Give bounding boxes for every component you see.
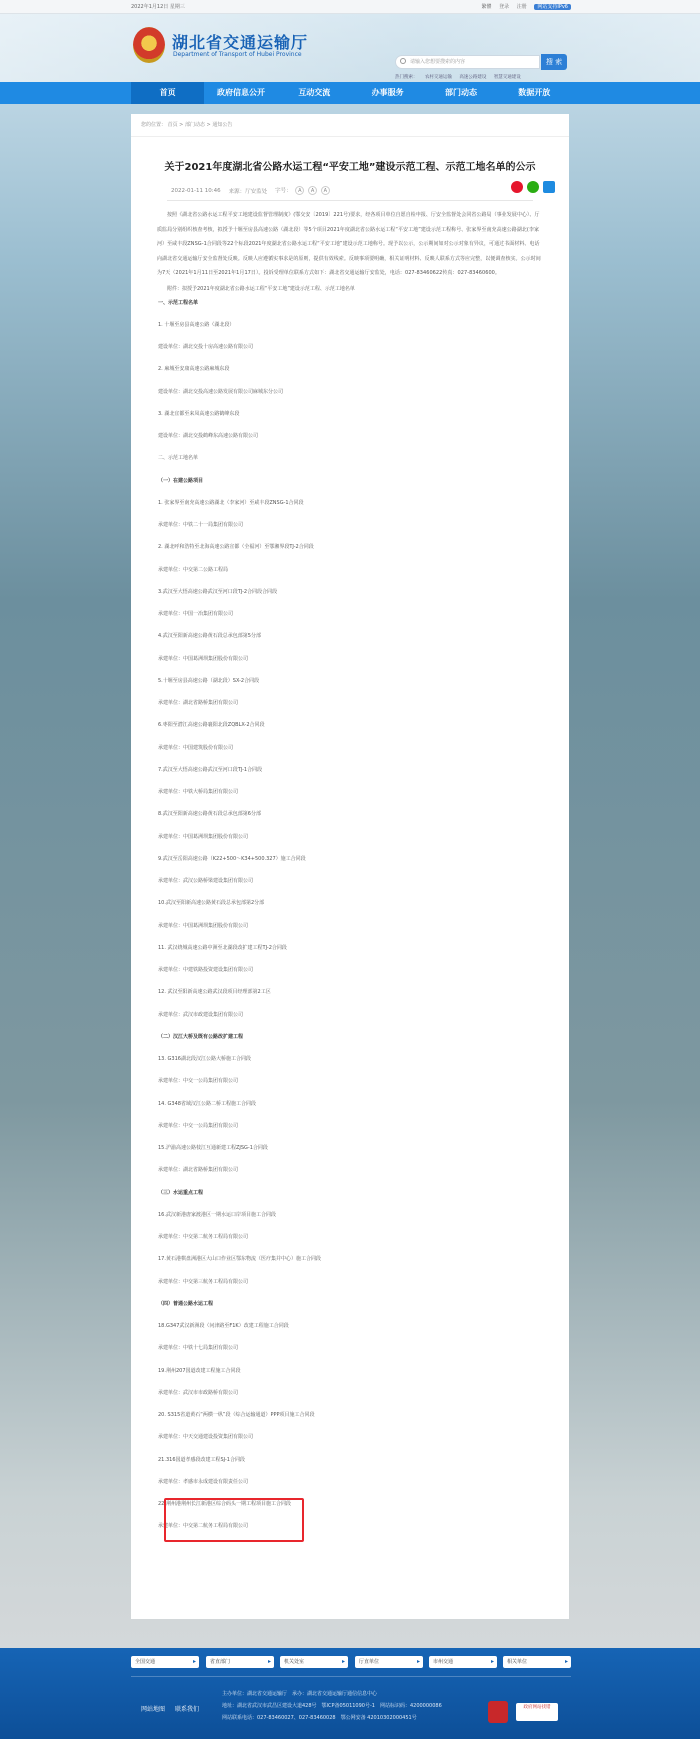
font-size-control <box>275 186 330 195</box>
list-item: 承建单位：中交第二航务工程局有限公司 <box>158 1234 249 1240</box>
list-item: 承建单位：中国一冶集团有限公司 <box>158 611 234 617</box>
list-item: 19.荆州207国道改建工程施工合同段 <box>158 1367 241 1374</box>
list-item: 二、示范工地名单 <box>158 455 199 462</box>
list-item: 承建单位：中交第三航务工程局有限公司 <box>158 1278 249 1285</box>
nav-item-gov-info[interactable]: 政府信息公开 <box>216 88 265 97</box>
site-header <box>0 14 700 82</box>
list-item: 15.沪渝高速公路枝江互通新建工程ZJSG-1合同段 <box>158 1145 268 1151</box>
list-item: 一、示范工程名单 <box>158 299 199 306</box>
list-item: 8.武汉至阳新高速公路黄石段总承包部第6分部 <box>158 811 261 818</box>
hot-search-label: 热门搜索： <box>395 75 418 80</box>
list-item: （三）水运重点工程 <box>158 1189 204 1196</box>
share-bar <box>511 181 555 193</box>
more-share-icon[interactable] <box>543 181 555 193</box>
article-card <box>131 114 569 1619</box>
nav-item-dept-news[interactable]: 部门动态 <box>444 88 477 97</box>
list-item: 2. 湖北呼和浩特至北海高速公路宣都（全福河）至鄂湘界段TJ-2合同段 <box>158 544 314 551</box>
site-footer <box>0 1648 700 1739</box>
current-date: 2022年1月12日 星期三 <box>131 4 185 10</box>
footer-select-provincial[interactable]: 省直部门 ▸ <box>206 1656 274 1668</box>
list-item: 14. G348省域汉江公路二桥工程施工合同段 <box>158 1100 256 1107</box>
footer-info <box>222 1688 442 1724</box>
list-item: 建设单位：湖北交投高速公路发展有限公司麻城东分公司 <box>158 388 284 395</box>
national-emblem-icon <box>133 27 165 63</box>
list-item: 4.武汉至阳新高速公路黄石段总承包部第5分部 <box>158 633 261 640</box>
list-item: 承建单位：中交一公局集团有限公司 <box>158 1122 239 1129</box>
list-item: 20. S315省道黄石“两横一纵”段（综合运输通道）PPP项目施工合同段 <box>158 1412 315 1418</box>
search-input[interactable] <box>395 55 540 69</box>
list-item: 建设单位：湖北交投十房高速公路有限公司 <box>158 344 254 350</box>
list-item: 承建单位：中国葛洲坝集团股份有限公司 <box>158 922 249 929</box>
search-placeholder: 请输入您想要搜索的内容 <box>410 59 466 65</box>
list-item: 承建单位：中天交通建设投资集团有限公司 <box>158 1434 254 1441</box>
nav-item-services[interactable]: 办事服务 <box>371 88 404 97</box>
search-icon <box>400 58 406 64</box>
footer-select-offices[interactable]: 机关处室 ▸ <box>280 1656 348 1668</box>
list-item: 承建单位：中国建筑股份有限公司 <box>158 744 234 751</box>
article-source: 来源：厅安监处 <box>228 188 268 195</box>
list-item: 12. 武汉至阳新高速公路武汉段项目经理部第2工区 <box>158 989 271 996</box>
footer-info-line: 地址：湖北省武汉市武昌区建设大道428号 鄂ICP备05011090号-1 网站标识码：4200000086 <box>222 1703 442 1709</box>
article-annex: 附件：拟授予2021年度湖北省公路水运工程“平安工地”建设示范工程、示范工地名单 <box>167 285 355 292</box>
list-item: 3. 湖北宜都至来凤高速公路鹤峰东段 <box>158 410 240 417</box>
footer-select-national[interactable]: 全国交通 ▸ <box>131 1656 199 1668</box>
nav-item-interaction[interactable]: 互动交流 <box>298 88 331 97</box>
divider <box>131 136 569 137</box>
divider <box>167 200 533 201</box>
list-item: 承建单位：武汉市市政路桥有限公司 <box>158 1389 239 1396</box>
traditional-chinese-link[interactable]: 繁體 <box>481 4 492 10</box>
nav-item-open-data[interactable]: 数据开放 <box>518 88 551 97</box>
font-size-large-button[interactable]: A <box>295 186 304 195</box>
article-lead: 按照《湖北省公路水运工程平安工地建设监督管理制度》(鄂交安〔2019〕221号)要求，经各项目单位自愿自检申报、厅安全监督处会同省公路局（事业发展中心）、厅质监局分别组织核查考核，拟授予十堰至房县高速公路（湖北段）等5个项目2021年度湖北省公路水运工程“平安工地”建设示范工程称号、张家界至南充高速公路湖北(李家河）至咸丰段ZNSG-1合同段等22个标段2021年度湖北省公路水运工程“平安工地”建设示范工地称号。现予以公示，公示期间如对公示对象有异议，可通过书面材料、电话向湖北省交通运输厅安全监督处反映。反映人应遵循实事求是的原则，提供有效线索。反映事项要明确，相关证明材料、反映人联系方式等应完整，以便调查核实。公示时间为7天（2021年1月11日至2021年1月17日）。投诉受理单位联系方式如下：湖北省交通运输厅安监处，电话：027-83460622传真：027-83460600。 <box>157 212 541 276</box>
hot-search-item[interactable]: 农村交通运输 <box>424 75 452 80</box>
list-item: 5.十堰至房县高速公路（湖北段）SX-2合同段 <box>158 677 260 684</box>
list-item: 承建单位：武汉市政建设集团有限公司 <box>158 1011 244 1018</box>
search-button[interactable]: 搜 索 <box>541 54 567 70</box>
list-item: 承建单位：武汉公路桥梁建设集团有限公司 <box>158 878 254 884</box>
list-item: 13. G316湖北段汉江公路大桥施工合同段 <box>158 1056 251 1062</box>
list-item: 承建单位：中交第二公路工程局 <box>158 566 229 573</box>
login-link[interactable]: 登录 <box>499 4 510 10</box>
list-item: 承建单位：中交一公局集团有限公司 <box>158 1078 239 1085</box>
list-item: 11. 武汉绕城高速公路中洲至北湖段改扩建工程TJ-2合同段 <box>158 944 287 951</box>
list-item: 10.武汉至阳新高速公路黄石段总承包部第2分部 <box>158 900 265 907</box>
list-item: 3.武汉至大悟高速公路武汉至河口段TJ-2合同段合同段 <box>158 588 278 595</box>
report-error-badge[interactable]: 政府网站找错 <box>516 1703 558 1721</box>
article-title: 关于2021年度湖北省公路水运工程“平安工地”建设示范工程、示范工地名单的公示 <box>164 162 536 173</box>
list-item: 承建单位：湖北省路桥集团有限公司 <box>158 1167 239 1174</box>
list-item: 21.316国道孝感段改建工程SJ-1合同段 <box>158 1456 245 1463</box>
article-body <box>157 208 543 1538</box>
article-date: 2022-01-11 10:46 <box>171 187 221 194</box>
site-title[interactable]: 湖北省交通运输厅 <box>172 33 309 52</box>
list-item: 承建单位：湖北省路桥集团有限公司 <box>158 700 239 706</box>
hot-search-item[interactable]: 智慧交通建设 <box>493 75 521 80</box>
top-utility-bar <box>0 0 700 14</box>
footer-info-line: 主办单位：湖北省交通运输厅 承办：湖北省交通运输厅通信信息中心 <box>222 1691 378 1697</box>
register-link[interactable]: 注册 <box>516 4 527 10</box>
list-item: 承建单位：中铁二十一局集团有限公司 <box>158 522 244 528</box>
wechat-share-icon[interactable] <box>527 181 539 193</box>
hot-search <box>395 74 527 80</box>
list-item: 承建单位：中国葛洲坝集团股份有限公司 <box>158 833 249 840</box>
weibo-share-icon[interactable] <box>511 181 523 193</box>
highlight-box <box>164 1498 304 1542</box>
footer-links <box>141 1704 207 1713</box>
list-item: 承建单位：中交第二航务工程局有限公司 <box>158 1523 249 1530</box>
font-size-medium-button[interactable]: A <box>308 186 317 195</box>
list-item: （四）普通公路水运工程 <box>158 1300 214 1307</box>
list-item: 22.荆州港荆州长江新港区综合码头一期工程项目施工合同段 <box>158 1501 291 1507</box>
font-size-small-button[interactable]: A <box>321 186 330 195</box>
contact-link[interactable]: 联系我们 <box>174 1706 199 1713</box>
list-item: 18.G347武汉新洲段（问津路至F1K）改建工程施工合同段 <box>158 1323 289 1329</box>
list-item: 16.武汉新港唐家渡港区一期水运口岸项目施工合同段 <box>158 1211 276 1218</box>
list-item: 1. 张家界至南充高速公路湖北（李家河）至咸丰段ZNSG-1合同段 <box>158 499 304 506</box>
list-item: 承建单位：孝感市永成建设有限责任公司 <box>158 1478 249 1485</box>
footer-info-line: 网站联系电话：027-83460027、027-83460028 鄂公网安备 42010302000451号 <box>222 1715 417 1721</box>
list-item: 建设单位：湖北交投鹤峰东高速公路有限公司 <box>158 433 259 439</box>
breadcrumb[interactable]: 您的位置： 首页 > 部门动态 > 通知公告 <box>141 122 233 128</box>
list-item: （二）汉江大桥及既有公路改扩建工程 <box>158 1033 244 1040</box>
list-item: 1. 十堰至房县高速公路（湖北段） <box>158 321 235 328</box>
font-size-label: 字号： <box>275 188 292 194</box>
list-item: 承建单位：中铁十七局集团有限公司 <box>158 1345 239 1352</box>
list-item: （一）在建公路项目 <box>158 477 204 484</box>
article-list <box>157 292 543 1538</box>
divider <box>131 1676 571 1677</box>
ipv6-badge: 网站支持IPv6 <box>534 4 571 10</box>
sitemap-link[interactable]: 网站地图 <box>141 1706 166 1713</box>
footer-select-units[interactable]: 厅直单位 ▸ <box>355 1656 423 1668</box>
nav-item-home[interactable]: 首页 <box>131 82 204 104</box>
footer-select-related[interactable]: 相关单位 ▸ <box>503 1656 571 1668</box>
footer-select-cities[interactable]: 市州交通 ▸ <box>429 1656 497 1668</box>
party-gov-badge-icon[interactable] <box>488 1701 508 1723</box>
list-item: 承建单位：中建铁路投资建设集团有限公司 <box>158 967 254 973</box>
list-item: 17.黄石港棋盘洲港区大山口作业区鄂东物流（医疗集并中心）施工合同段 <box>158 1256 321 1263</box>
list-item: 6.枣阳至潜江高速公路襄阳北段ZQBLX-2合同段 <box>158 722 265 729</box>
site-subtitle: Department of Transport of Hubei Province <box>173 51 302 58</box>
list-item: 2. 麻城至安康高速公路麻城东段 <box>158 366 230 373</box>
list-item: 承建单位：中铁大桥局集团有限公司 <box>158 789 239 795</box>
hot-search-item[interactable]: 高速公路建设 <box>459 75 487 80</box>
main-nav <box>0 82 700 104</box>
list-item: 7.武汉至大悟高速公路武汉至河口段TJ-1合同段 <box>158 766 263 773</box>
list-item: 9.武汉至岳阳高速公路（K22+500～K34+500.327）施工合同段 <box>158 855 306 862</box>
article-meta <box>171 186 330 195</box>
list-item: 承建单位：中国葛洲坝集团股份有限公司 <box>158 655 249 662</box>
